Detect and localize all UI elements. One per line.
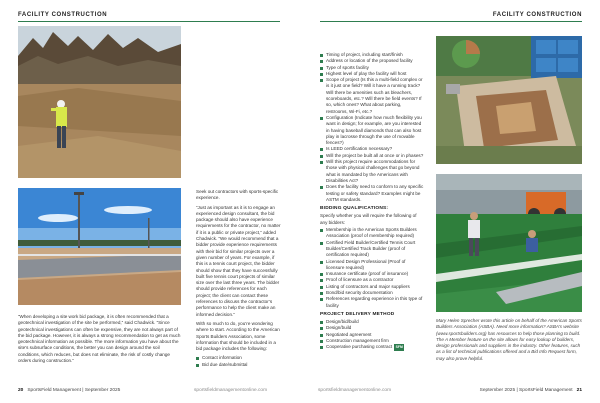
list-item: Proof of licensure as a contractor [320,277,424,283]
page-number-right: 21 [576,388,582,393]
project-delivery-heading: PROJECT DELIVERY METHOD [320,311,395,317]
list-item: Will the project be built all at once or in phases? [320,153,424,159]
col2-paragraph-2: “Just as important as it is to engage an experienced design consultant, the bid package should also have experience requirements for the contractor, no matter if it is a public or private project,” added Chadwick. “We would recommend that a bidder provide experience requirements with their bid for similar projects over a given number of years. For example, if this is a tennis court project, the bidder should show that they have successfully built five tennis court projects of similar size over the last three years. The bidder should provide references for each project; the client can contact these references to discuss the contractor’s performance to help the client make an informed decision.” [196,204,281,317]
list-item: Design/build [320,325,424,331]
section-header-right: FACILITY CONSTRUCTION [492,12,582,18]
header-rule-left [18,21,280,22]
col2-bullet-list [196,355,282,368]
list-item: Negotiated agreement [320,332,424,338]
list-item: Contact information [196,355,282,361]
page-number-left: 20 [18,388,24,393]
list-item: Membership in the American Sports Builders Association (proof of membership required) [320,227,424,240]
list-item: Will this project require accommodations for those with physical challenges that go beyond what is mandated by the Americans with Disabilities Act? [320,159,424,184]
footer-url-left[interactable]: sportsfieldmanagementonline.com [194,388,268,393]
list-item: Listing of contractors and major suppliers [320,284,424,290]
footer-right [480,388,582,393]
bidding-intro: Specify whether you will require the following of any bidders: [320,213,417,225]
list-item: Bid due date/submittal [196,362,282,368]
left-col3 [320,52,424,351]
left-col2 [196,189,282,368]
delivery-item-5: Cooperative purchasing contract [326,344,393,350]
photo-aerial-baseball-field [436,36,582,164]
list-item: Does the facility need to conform to any specific testing or safety standard? Examples might be ASTM standards. [320,184,424,203]
bidding-qualifications-heading: BIDDING QUALIFICATIONS: [320,206,389,212]
footer-left [18,388,120,393]
list-item: Insurance certificate (proof of insurance) [320,271,424,277]
bidding-list [320,227,424,309]
list-item: References regarding experience in this type of facility [320,296,424,309]
left-col1-quote [18,314,181,367]
list-item: Configuration (Indicate how much flexibility you want in design; for example, are you interested in having baseball diamonds that can also host play in lacrosse through the use of movable fences?) [320,115,424,146]
col2-paragraph-1: Seek out contractors with sports-specific experience. [196,189,279,201]
author-caption: Mary Helen Sprecher wrote this article on behalf of the American Sports Builders Association (ASBA). Need more information? ASBA’s website (www.sportsbuilders.org) has resources to help those planning to build. The A Member feature on the site allows for easy lookup of builders, design professionals and suppliers in the industry. Other features, such as a list of technical publications offered and a Bid Info Request form, may also prove helpful. [436,318,582,361]
section-header-left: FACILITY CONSTRUCTION [18,12,108,18]
list-item: Scope of project (Is this a multi-field complex or is it just one field? Will it have a running track? Will there be amenities such as bleachers, scoreboards, etc.? Will there be field events? If so, which ones? What about parking, restrooms, Wi-Fi, etc.? [320,77,424,115]
publication-left: SportsField Management | September 2025 [27,388,121,393]
list-item: Is LEED certification necessary? [320,146,424,152]
quote-paragraph: “When developing a site work bid package, it is often recommended that a geotechnical investigation of the site be performed,” said Chadwick. “Since geotechnical investigations can often be expensive, they are not always part of the bid package. However, it is always a strong recommendation to get as much geotechnical information as possible. The more information you have about the site’s subsurface conditions, the better you can design around the soil conditions, which reduces, but does not eliminate, the risk of costly change orders during construction.” [18,314,181,364]
bid-package-list [320,52,424,203]
list-item: Licensed Design Professional (Proof of licensure required) [320,259,424,272]
list-item: Bond/bid security documentation [320,290,424,296]
end-mark: SFM [395,345,403,350]
photo-worker-excavation [18,26,181,178]
list-item: Design/bid/build [320,319,424,325]
list-item: Highest level of play the facility will host [320,71,424,77]
list-item: Construction management firm [320,338,424,344]
list-item: Certified Field Builder/Certified Tennis Court Builder/Certified Track Builder (proof of certification required) [320,240,424,259]
footer-url-right[interactable]: sportsfieldmanagementonline.com [318,388,392,393]
photo-tennis-court-site [18,188,181,305]
list-item [320,344,424,350]
publication-right: September 2025 | SportsField Management [479,388,573,393]
photo-turf-installation [436,174,582,312]
delivery-list [320,319,424,350]
col2-paragraph-3: With so much to do, you’re wondering where to start. According to the American Sports Builders Association, some information that should be included in a bid package includes the following: [196,320,280,352]
list-item: Timing of project, including start/finish [320,52,424,58]
list-item: Type of sports facility [320,65,424,71]
list-item: Address or location of the proposed facility [320,58,424,64]
header-rule-right [320,21,582,22]
